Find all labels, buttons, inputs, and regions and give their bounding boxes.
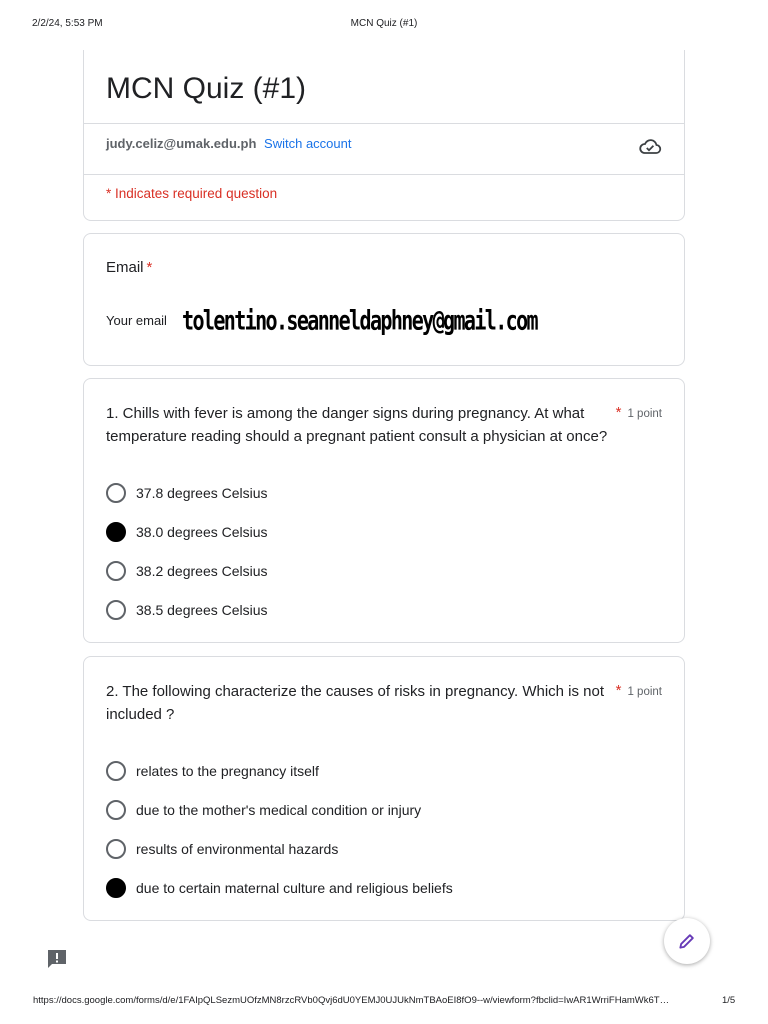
- question-points: [616, 404, 662, 421]
- feedback-icon[interactable]: [47, 949, 67, 969]
- print-title: MCN Quiz (#1): [350, 18, 418, 29]
- option-row[interactable]: [106, 551, 268, 590]
- option-label: 37.8 degrees Celsius: [136, 484, 268, 501]
- question-card-1: [83, 378, 685, 643]
- required-note: * Indicates required question: [106, 186, 278, 201]
- print-datetime: 2/2/24, 5:53 PM: [32, 18, 103, 29]
- option-row[interactable]: [106, 512, 268, 551]
- divider: [84, 123, 684, 124]
- email-field[interactable]: tolentino.seanneldaphney@gmail.com: [182, 304, 537, 337]
- options-group: [106, 473, 268, 629]
- option-label: 38.0 degrees Celsius: [136, 523, 268, 540]
- form-title: MCN Quiz (#1): [106, 72, 307, 105]
- account-row: [106, 136, 351, 151]
- print-header: [0, 18, 768, 32]
- form-header-card: [83, 50, 685, 221]
- option-row[interactable]: [106, 790, 453, 829]
- option-label: relates to the pregnancy itself: [136, 762, 319, 779]
- radio-button[interactable]: [106, 483, 126, 503]
- email-question-card: [83, 233, 685, 366]
- print-footer: [0, 995, 768, 1009]
- question-card-2: [83, 656, 685, 921]
- radio-button-selected[interactable]: [106, 878, 126, 898]
- points-label: 1 point: [627, 408, 662, 420]
- question-text: 2. The following characterize the causes of risks in pregnancy. Which is not included ?: [106, 683, 605, 723]
- option-row[interactable]: [106, 590, 268, 629]
- radio-button[interactable]: [106, 761, 126, 781]
- radio-button[interactable]: [106, 561, 126, 581]
- question-text: 1. Chills with fever is among the danger signs during pregnancy. At what temperature reading should a pregnant patient consult a physician at once?: [106, 405, 608, 445]
- option-label: 38.2 degrees Celsius: [136, 562, 268, 579]
- edit-button[interactable]: [664, 918, 710, 964]
- option-label: due to the mother's medical condition or injury: [136, 801, 422, 818]
- points-label: 1 point: [627, 686, 662, 698]
- switch-account-link[interactable]: Switch account: [264, 136, 352, 151]
- option-row[interactable]: [106, 473, 268, 512]
- radio-button[interactable]: [106, 600, 126, 620]
- cloud-check-icon: [638, 136, 662, 156]
- radio-button[interactable]: [106, 839, 126, 859]
- required-star: *: [146, 259, 153, 276]
- your-email-label: Your email: [106, 313, 167, 328]
- required-star: *: [615, 404, 622, 421]
- option-label: results of environmental hazards: [136, 840, 339, 857]
- email-label-text: Email: [106, 259, 144, 276]
- divider: [84, 174, 684, 175]
- option-label: due to certain maternal culture and religious beliefs: [136, 879, 453, 896]
- option-label: 38.5 degrees Celsius: [136, 601, 268, 618]
- radio-button-selected[interactable]: [106, 522, 126, 542]
- option-row[interactable]: [106, 868, 453, 907]
- options-group: [106, 751, 453, 907]
- option-row[interactable]: [106, 751, 453, 790]
- account-email: judy.celiz@umak.edu.ph: [106, 136, 257, 151]
- option-row[interactable]: [106, 829, 453, 868]
- pencil-icon: [677, 931, 697, 951]
- question-points: [616, 682, 662, 699]
- radio-button[interactable]: [106, 800, 126, 820]
- print-page-number: 1/5: [722, 995, 736, 1006]
- email-question-label: [106, 259, 152, 276]
- print-url: https://docs.google.com/forms/d/e/1FAIpQLSezmUOfzMN8rzcRVb0Qvj6dU0YEMJ0UJUkNmTBAoEI8fO9--w/viewform?fbclid=IwAR1WrriFHamWk6T…: [33, 995, 670, 1006]
- required-star: *: [615, 682, 622, 699]
